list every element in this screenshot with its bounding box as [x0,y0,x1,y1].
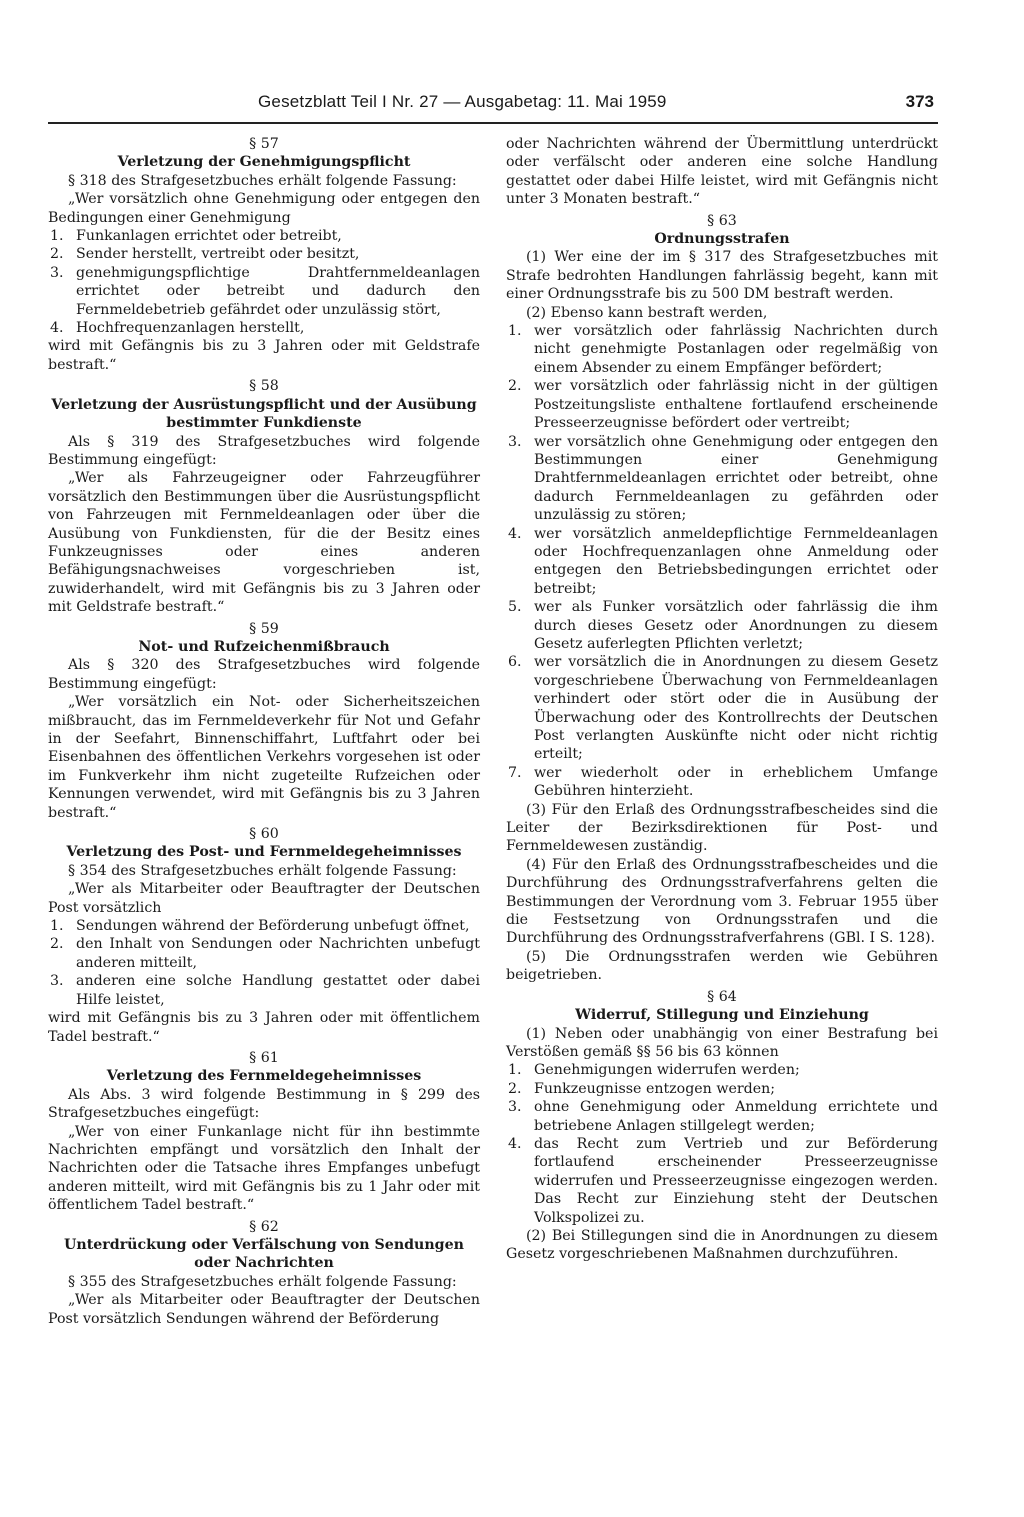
list-item-number: 3. [50,264,64,281]
list-item-number: 1. [508,1062,522,1079]
paragraph: „Wer als Mitarbeiter oder Beauftragter der Deutschen Post vorsätzlich Sendungen während der Beförderung [48,1292,480,1327]
paragraph: (5) Die Ordnungsstrafen werden wie Gebühren beigetrieben. [506,948,938,984]
list-item [506,653,938,763]
section-title: Ordnungsstrafen [654,231,790,248]
list-item-text: wer vorsätzlich oder fahrlässig Nachrichten durch nicht genehmigte Postanlagen oder regelmäßig von einem Absender zu einem Empfänger befördert; [534,323,938,376]
paragraph: wird mit Gefängnis bis zu 3 Jahren oder mit Geldstrafe bestraft.“ [48,338,480,373]
list-item [506,1080,938,1098]
paragraph: oder Nachrichten während der Übermittlung unterdrückt oder verfälscht oder anderen eine solche Handlung gestattet oder dabei Hilfe leistet, wird mit Gefängnis nicht unter 3 Monaten bestraft.“ [506,136,938,208]
list-item [48,264,480,319]
list-item [48,227,480,245]
list-item [48,319,480,337]
paragraph: Als Abs. 3 wird folgende Bestimmung in § 299 des Strafgesetzbuches eingefügt: [48,1086,480,1122]
list-item [506,433,938,525]
list-item [506,377,938,432]
page-number: 373 [905,92,934,111]
left-column [48,135,480,1328]
paragraph: (1) Wer eine der im § 317 des Strafgesetzbuches mit Strafe bedrohten Handlungen fahrlässig begeht, kann mit einer Ordnungsstrafe bis zu 500 DM bestraft werden. [506,249,938,303]
list-item-number: 7. [508,764,522,781]
list-item [48,917,480,935]
numbered-list [506,322,938,801]
section-number: § 58 [249,378,279,395]
list-item-number: 3. [50,973,64,990]
list-item-number: 3. [508,1099,522,1116]
section-number: § 57 [249,136,279,152]
section-number: § 61 [249,1049,279,1066]
list-item [506,1061,938,1079]
list-item [506,1098,938,1135]
paragraph: Als § 319 des Strafgesetzbuches wird folgende Bestimmung eingefügt: [48,433,480,468]
paragraph: „Wer vorsätzlich ein Not- oder Sicherheitszeichen mißbraucht, das im Fernmeldeverkehr für Not und Gefahr in der Seefahrt, Binnenschiffahrt, Luftfahrt oder bei Eisenbahnen des öffentlichen Verkehrs vorgesehen ist oder im Funkverkehr ihm nicht zugeteilte Rufzeichen oder Kennungen verwendet, wird mit Gefängnis bis zu 3 Jahren bestraft.“ [48,694,480,821]
list-item-text: Funkzeugnisse entzogen werden; [534,1080,776,1097]
section-number: § 60 [249,826,279,843]
paragraph: „Wer vorsätzlich ohne Genehmigung oder entgegen den Bedingungen einer Genehmigung [48,191,480,226]
list-item-number: 2. [508,378,522,395]
list-item [506,525,938,599]
list-item-number: 6. [508,654,522,671]
list-item-number: 4. [508,1135,522,1152]
list-item-text: den Inhalt von Sendungen oder Nachrichten unbefugt anderen mitteilt, [76,936,480,971]
numbered-list [48,917,480,1009]
list-item-text: wer vorsätzlich die in Anordnungen zu diesem Gesetz vorgeschriebene Überwachung von Fernmeldeanlagen verhindert oder stört oder die in Ausübung der Überwachung oder des Kontrollrechts der Deutschen Post verlangten Auskünfte nicht oder nicht richtig erteilt; [534,654,938,763]
right-column [506,135,938,1264]
paragraph: wird mit Gefängnis bis zu 3 Jahren oder mit öffentlichem Tadel bestraft.“ [48,1010,480,1045]
header-title: Gesetzblatt Teil I Nr. 27 — Ausgabetag: 11. Mai 1959 [258,92,667,111]
paragraph: „Wer als Mitarbeiter oder Beauftragter der Deutschen Post vorsätzlich [48,881,480,916]
list-item-text: Funkanlagen errichtet oder betreibt, [76,228,342,245]
section-number: § 63 [707,212,737,229]
list-item-number: 1. [50,918,64,935]
list-item-text: ohne Genehmigung oder Anmeldung errichtete und betriebene Anlagen stillgelegt werden; [534,1099,938,1134]
paragraph: § 354 des Strafgesetzbuches erhält folgende Fassung: [68,862,457,879]
list-item-text: Sender herstellt, vertreibt oder besitzt, [76,246,360,263]
section-title: Not- und Rufzeichenmißbrauch [138,638,390,655]
list-item-number: 1. [508,323,522,340]
paragraph: (4) Für den Erlaß des Ordnungsstrafbescheides und die Durchführung des Ordnungsstrafverfahrens gelten die Bestimmungen der Verordnung vom 3. Februar 1955 über die Festsetzung von Ordnungsstrafen und die Durchführung des Ordnungsstrafverfahrens (GBl. I S. 128). [506,856,938,947]
list-item-text: anderen eine solche Handlung gestattet oder dabei Hilfe leistet, [76,973,480,1008]
list-item [506,764,938,801]
list-item-text: Sendungen während der Beförderung unbefugt öffnet, [76,918,470,935]
section-number: § 59 [249,620,279,637]
section-title: Verletzung der Genehmigungspflicht [117,154,411,171]
paragraph: (1) Neben oder unabhängig von einer Bestrafung bei Verstößen gemäß §§ 56 bis 63 können [506,1025,938,1060]
section-title: Verletzung des Fernmeldegeheimnisses [106,1068,422,1085]
paragraph: § 318 des Strafgesetzbuches erhält folgende Fassung: [68,172,457,189]
list-item [48,245,480,263]
paragraph: Als § 320 des Strafgesetzbuches wird folgende Bestimmung eingefügt: [48,657,480,692]
column-divider [490,140,491,1380]
list-item-text: Genehmigungen widerrufen werden; [534,1062,800,1079]
list-item-text: wer vorsätzlich oder fahrlässig nicht in der gültigen Postzeitungsliste enthaltene fortlaufend erscheinende Presseerzeugnisse befördert oder vertreibt; [534,378,938,432]
paragraph: (3) Für den Erlaß des Ordnungsstrafbescheides sind die Leiter der Bezirksdirektionen für Post- und Fernmeldewesen zuständig. [506,801,938,855]
section-title: Widerruf, Stillegung und Einziehung [575,1007,869,1024]
paragraph: „Wer als Fahrzeugeigner oder Fahrzeugführer vorsätzlich den Bestimmungen über die Ausrüstungspflicht von Fahrzeugen mit Fernmeldeanlagen oder über die Ausübung von Funkdiensten, für die der Besitz eines Funkzeugnisses oder eines anderen Befähigungsnachweises vorgeschrieben ist, zuwiderhandelt, wird mit Gefängnis bis zu 3 Jahren oder mit Geldstrafe bestraft.“ [48,470,480,616]
list-item [48,972,480,1009]
list-item-number: 4. [50,320,64,337]
list-item-text: wer als Funker vorsätzlich oder fahrlässig die ihm durch dieses Gesetz oder Anordnungen zu diesem Gesetz auferlegten Pflichten verletzt; [534,599,938,652]
list-item-number: 4. [508,525,522,542]
list-item-text: Hochfrequenzanlagen herstellt, [76,320,305,337]
list-item-number: 2. [508,1080,522,1097]
section-title: Unterdrückung oder Verfälschung von Sendungen oder Nachrichten [64,1236,464,1272]
section-number: § 64 [707,988,737,1005]
numbered-list [48,227,480,337]
list-item-text: wer vorsätzlich ohne Genehmigung oder entgegen den Bestimmungen einer Genehmigung Drahtfernmeldeanlagen errichtet oder betreibt, ohne dadurch Fernmeldeanlagen zu gefährden oder unzulässig zu stören; [534,433,938,524]
paragraph: (2) Bei Stillegungen sind die in Anordnungen zu diesem Gesetz vorgeschriebenen Maßnahmen durchzuführen. [506,1227,938,1263]
section-title: Verletzung des Post- und Fernmeldegeheimnisses [66,844,462,861]
numbered-list [506,1061,938,1227]
list-item-text: das Recht zum Vertrieb und zur Beförderung fortlaufend erscheinender Presseerzeugnisse widerrufen und Presseerzeugnisse eingezogen werden. Das Recht zur Einziehung steht der Deutschen Volkspolizei zu. [534,1135,938,1226]
section-title: Verletzung der Ausrüstungspflicht und der Ausübung bestimmter Funkdienste [51,396,477,432]
list-item-text: genehmigungspflichtige Drahtfernmeldeanlagen errichtet oder betreibt und dadurch den Fernmeldebetrieb gefährdet oder unzulässig stört, [76,264,480,318]
paragraph: (2) Ebenso kann bestraft werden, [526,304,768,321]
list-item-number: 3. [508,433,522,450]
list-item-number: 5. [508,599,522,616]
list-item [506,1135,938,1227]
list-item-number: 2. [50,936,64,953]
list-item-text: wer vorsätzlich anmeldepflichtige Fernmeldeanlagen oder Hochfrequenzanlagen ohne Anmeldung oder entgegen den Betriebsbedingungen errichtet oder betreibt; [534,525,938,597]
paragraph: § 355 des Strafgesetzbuches erhält folgende Fassung: [68,1273,457,1290]
paragraph: „Wer von einer Funkanlage nicht für ihn bestimmte Nachrichten empfängt und vorsätzlich den Inhalt der Nachrichten oder die Tatsache ihres Empfanges unbefugt anderen mitteilt, wird mit Gefängnis bis zu 1 Jahr oder mit öffentlichem Tadel bestraft.“ [48,1123,480,1214]
list-item-text: wer wiederholt oder in erheblichem Umfange Gebühren hinterzieht. [534,764,938,800]
list-item-number: 1. [50,228,64,245]
list-item [48,935,480,972]
list-item-number: 2. [50,246,64,263]
list-item [506,322,938,377]
section-number: § 62 [249,1218,279,1235]
page-header [48,90,938,124]
list-item [506,598,938,653]
